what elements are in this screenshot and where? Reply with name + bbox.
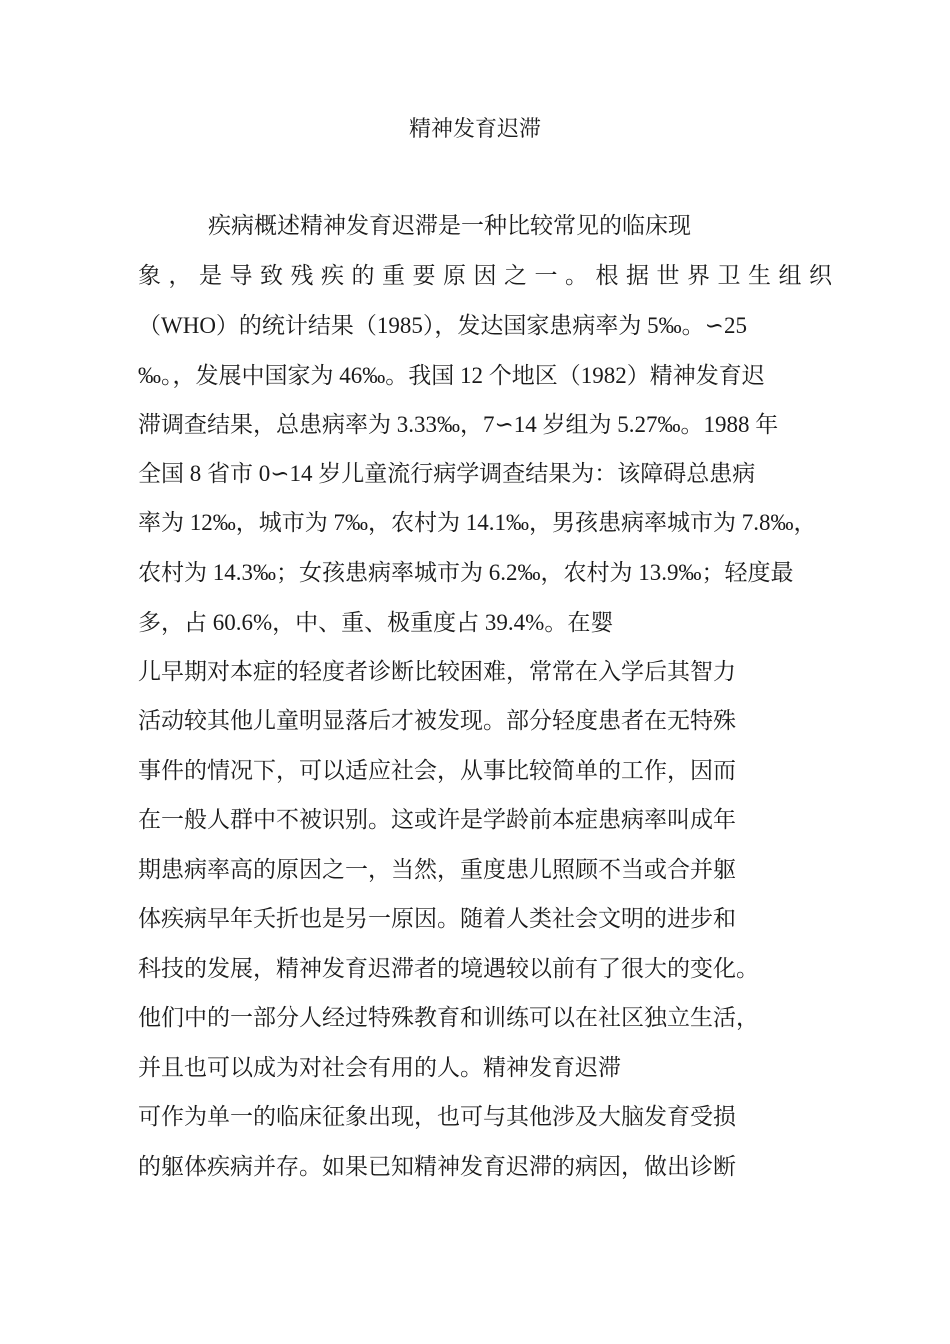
paragraph-line: ‰。，发展中国家为 46‰。我国 12 个地区（1982）精神发育迟 (138, 363, 765, 388)
paragraph-line: 事件的情况下，可以适应社会，从事比较简单的工作，因而 (138, 758, 736, 783)
paragraph-line: 可作为单一的临床征象出现，也可与其他涉及大脑发育受损 (138, 1104, 736, 1129)
paragraph-line: 并且也可以成为对社会有用的人。精神发育迟滞 (138, 1055, 621, 1080)
paragraph-line: 多，占 60.6%，中、重、极重度占 39.4%。在婴 (138, 610, 614, 635)
paragraph-line: 象，是导致残疾的重要原因之一。根据世界卫生组织 (138, 263, 840, 288)
paragraph-line: 滞调查结果，总患病率为 3.33‰，7∽14 岁组为 5.27‰。1988 年 (138, 412, 779, 437)
paragraph-line: 儿早期对本症的轻度者诊断比较困难，常常在入学后其智力 (138, 659, 736, 684)
paragraph-line: 疾病概述精神发育迟滞是一种比较常见的临床现 (208, 213, 691, 238)
paragraph-line: 率为 12‰，城市为 7‰，农村为 14.1‰，男孩患病率城市为 7.8‰， (138, 510, 817, 535)
document-title: 精神发育迟滞 (408, 116, 541, 141)
paragraph-line: （WHO）的统计结果（1985），发达国家患病率为 5‰。∽25 (138, 313, 747, 338)
paragraph-line: 期患病率高的原因之一，当然，重度患儿照顾不当或合并躯 (138, 857, 736, 882)
paragraph-line: 全国 8 省市 0∽14 岁儿童流行病学调查结果为：该障碍总患病 (138, 461, 756, 486)
paragraph-line: 他们中的一部分人经过特殊教育和训练可以在社区独立生活， (138, 1005, 759, 1030)
paragraph-line: 的躯体疾病并存。如果已知精神发育迟滞的病因，做出诊断 (138, 1154, 736, 1179)
paragraph-line: 体疾病早年夭折也是另一原因。随着人类社会文明的进步和 (138, 906, 736, 931)
paragraph-line: 农村为 14.3‰；女孩患病率城市为 6.2‰，农村为 13.9‰；轻度最 (138, 560, 794, 585)
paragraph-line: 活动较其他儿童明显落后才被发现。部分轻度患者在无特殊 (138, 708, 736, 733)
paragraph-line: 在一般人群中不被识别。这或许是学龄前本症患病率叫成年 (138, 807, 736, 832)
paragraph-line: 科技的发展，精神发育迟滞者的境遇较以前有了很大的变化。 (138, 956, 759, 981)
